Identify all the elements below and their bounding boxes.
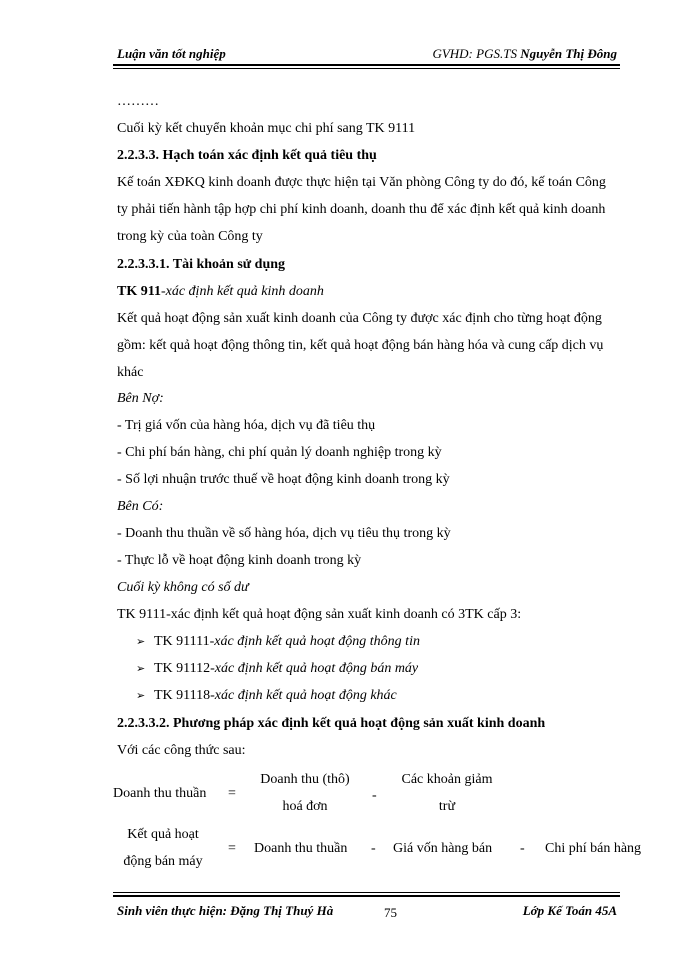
advisor-prefix: GVHD: PGS.TS	[432, 46, 521, 61]
sub-account-desc: xác định kết quả hoạt động khác	[214, 688, 397, 703]
paragraph-2-line-1: Kết quả hoạt động sản xuất kinh doanh của Công ty được xác định cho từng hoạt động	[117, 311, 602, 326]
formula1-term-a-line-1: Doanh thu (thô)	[260, 772, 350, 787]
paragraph-2-line-3: khác	[117, 365, 144, 380]
arrowhead-bullet-icon: ➢	[136, 690, 146, 702]
account-911-code: TK 911	[117, 284, 161, 299]
page-footer	[117, 903, 617, 923]
paragraph-1-line-3: trong kỳ của toàn Công ty	[117, 229, 263, 244]
formula2-term-2: Giá vốn hàng bán	[393, 841, 493, 856]
sub-account-code: TK 91112-	[154, 661, 215, 676]
header-rule-thin	[113, 68, 620, 69]
footer-rule-thick	[113, 895, 620, 897]
debit-item-1: - Trị giá vốn của hàng hóa, dịch vụ đã tiêu thụ	[117, 418, 376, 433]
header-rule-thick	[113, 64, 620, 66]
formula2-equals: =	[228, 841, 236, 856]
credit-item-2: - Thực lỗ về hoạt động kinh doanh trong kỳ	[117, 553, 362, 568]
no-balance-note: Cuối kỳ không có số dư	[117, 580, 249, 595]
sub-account-item	[136, 660, 418, 678]
formula1-lhs: Doanh thu thuần	[113, 786, 207, 801]
arrowhead-bullet-icon: ➢	[136, 663, 146, 675]
credit-item-1: - Doanh thu thuần về số hàng hóa, dịch vụ tiêu thụ trong kỳ	[117, 526, 451, 541]
advisor-name: Nguyễn Thị Đông	[520, 46, 617, 61]
formula1-equals: =	[228, 786, 236, 801]
page-header	[117, 44, 617, 66]
arrowhead-bullet-icon: ➢	[136, 636, 146, 648]
section-heading-2233: 2.2.3.3. Hạch toán xác định kết quả tiêu thụ	[117, 148, 377, 163]
credit-side-label: Bên Có:	[117, 499, 164, 514]
formula1-term-b-line-1: Các khoản giảm	[401, 772, 493, 787]
section-heading-22332: 2.2.3.3.2. Phương pháp xác định kết quả hoạt động sản xuất kinh doanh	[117, 716, 546, 731]
formula2-minus-1: -	[371, 841, 376, 856]
formula2-term-1: Doanh thu thuần	[254, 841, 348, 856]
paragraph-2-line-2: gồm: kết quả hoạt động thông tin, kết quả hoạt động bán hàng hóa và cung cấp dịch vụ	[117, 338, 604, 353]
header-advisor	[432, 46, 617, 62]
account-911-heading	[117, 283, 324, 301]
formula1-term-b-line-2: trừ	[438, 799, 456, 814]
footer-class: Lớp Kế Toán 45A	[522, 903, 617, 918]
paragraph-1-line-2: ty phải tiến hành tập hợp chi phí kinh doanh, doanh thu để xác định kết quả kinh doanh	[117, 202, 606, 217]
formula-intro: Với các công thức sau:	[117, 743, 246, 758]
sub-account-code: TK 91111-	[154, 634, 215, 649]
sub-account-item	[136, 633, 420, 651]
page-number: 75	[384, 905, 397, 920]
account-911-desc: -xác định kết quả kinh doanh	[160, 284, 324, 299]
formula1-term-a-line-2: hoá đơn	[282, 799, 328, 814]
ellipsis: ………	[117, 94, 159, 109]
sub-account-code: TK 91118-	[154, 688, 215, 703]
debit-item-2: - Chi phí bán hàng, chi phí quản lý doanh nghiệp trong kỳ	[117, 445, 442, 460]
sub-account-item	[136, 687, 397, 705]
formula2-lhs-line-2: động bán máy	[123, 854, 203, 869]
formula1-minus: -	[372, 788, 377, 803]
formula2-lhs-line-1: Kết quả hoạt	[127, 827, 199, 842]
formula2-minus-2: -	[520, 841, 525, 856]
debit-side-label: Bên Nợ:	[117, 391, 164, 406]
footer-student: Sinh viên thực hiện: Đặng Thị Thuý Hà	[117, 903, 334, 918]
section-heading-22331: 2.2.3.3.1. Tài khoản sử dụng	[117, 257, 286, 272]
paragraph-1-line-1: Kế toán XĐKQ kinh doanh được thực hiện tại Văn phòng Công ty do đó, kế toán Công	[117, 175, 606, 190]
formula2-term-3: Chi phí bán hàng	[545, 841, 642, 856]
closing-transfer-line: Cuối kỳ kết chuyển khoản mục chi phí sang TK 9111	[117, 121, 416, 136]
sub-account-desc: xác định kết quả hoạt động bán máy	[214, 661, 419, 676]
sub-account-desc: xác định kết quả hoạt động thông tin	[214, 634, 420, 649]
debit-item-3: - Số lợi nhuận trước thuế về hoạt động kinh doanh trong kỳ	[117, 472, 450, 487]
account-9111-intro: TK 9111-xác định kết quả hoạt động sản xuất kinh doanh có 3TK cấp 3:	[117, 607, 522, 622]
footer-rule-thin	[113, 892, 620, 893]
header-title: Luận văn tốt nghiệp	[117, 46, 226, 61]
